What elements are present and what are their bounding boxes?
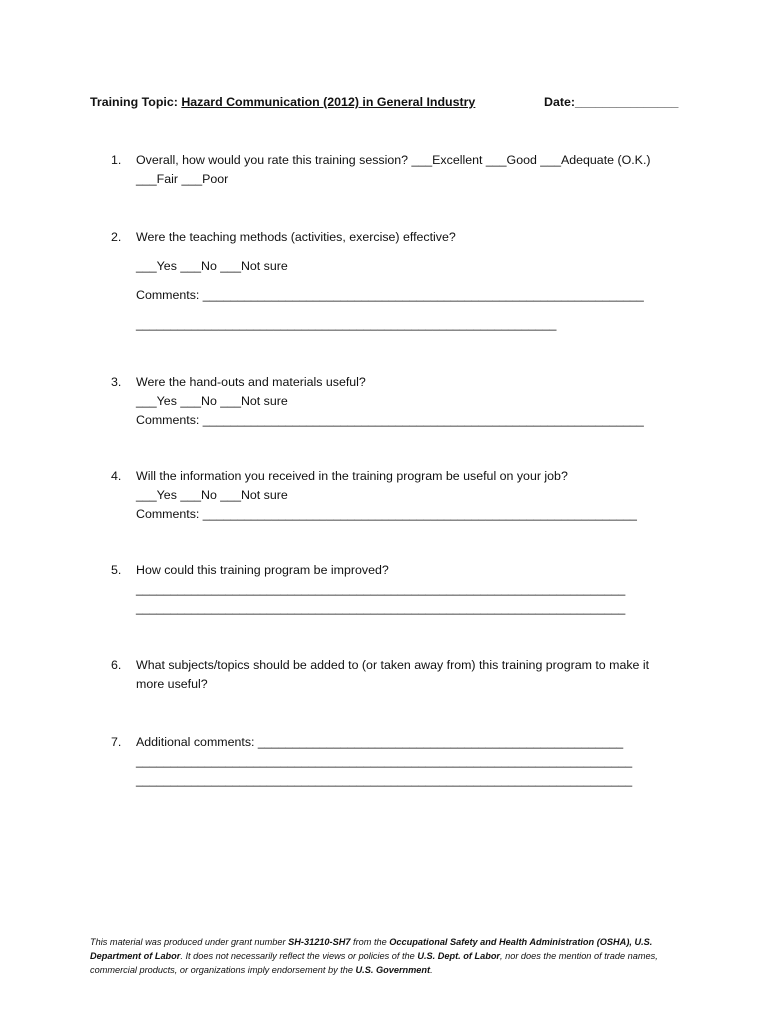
footer-dol: U.S. Dept. of Labor [417,951,500,961]
question-6-line-2: more useful? [136,677,208,691]
question-6-line-1: What subjects/topics should be added to (or taken away from) this training program to make it [136,658,650,672]
footer-text-1: This material was produced under grant number [90,937,289,947]
question-7-blank-2[interactable]: ________________________________________________________________________ [136,773,633,787]
training-topic [90,93,475,111]
footer-text-3: . It does not necessarily reflect the views or policies of the [180,951,418,961]
question-1-line-2: ___Fair ___Poor [136,172,229,186]
question-number: 3. [111,375,122,389]
footer-text-2: from the [350,937,390,947]
question-3-options[interactable]: ___Yes ___No ___Not sure [136,394,288,408]
footer-grant-number: SH-31210-SH7 [288,937,351,947]
question-2-extra-line[interactable]: _____________________________________________________________ [136,317,557,331]
question-number: 1. [111,153,122,167]
question-4-comments[interactable]: Comments: _______________________________________________________________ [136,507,637,521]
question-3-text: Were the hand-outs and materials useful? [136,375,366,389]
question-number: 2. [111,230,122,244]
footer-text-5: . [430,965,433,975]
question-number: 6. [111,658,122,672]
question-2-comments[interactable]: Comments: ________________________________________________________________ [136,288,644,302]
question-number: 5. [111,563,122,577]
question-2-text: Were the teaching methods (activities, exercise) effective? [136,230,456,244]
question-3-comments[interactable]: Comments: ________________________________________________________________ [136,413,644,427]
grant-disclaimer [90,935,690,977]
training-topic-label: Training Topic: [90,95,182,109]
question-number: 4. [111,469,122,483]
question-7-text[interactable]: Additional comments: _____________________________________________________ [136,735,624,749]
footer-government: U.S. Government [355,965,431,975]
question-5-text: How could this training program be improved? [136,563,389,577]
question-5-blank-1[interactable]: _______________________________________________________________________ [136,582,626,596]
question-5-blank-2[interactable]: _______________________________________________________________________ [136,601,626,615]
footer-osha: Occupational Safety and Health Administration (OSHA), U.S. Department of Labor [90,937,653,961]
footer-text-4: , nor does the mention of trade names, commercial products, or organizations imply endorsement by the [90,951,658,975]
question-2-options[interactable]: ___Yes ___No ___Not sure [136,259,288,273]
training-topic-value: Hazard Communication (2012) in General Industry [181,95,476,109]
question-number: 7. [111,735,122,749]
question-4-text: Will the information you received in the training program be useful on your job? [136,469,568,483]
date-field[interactable]: Date:_______________ [544,95,679,109]
question-4-options[interactable]: ___Yes ___No ___Not sure [136,488,288,502]
question-7-blank-1[interactable]: ________________________________________________________________________ [136,754,633,768]
question-1-line-1: Overall, how would you rate this training session? ___Excellent ___Good ___Adequate (O.K.) [136,153,651,167]
